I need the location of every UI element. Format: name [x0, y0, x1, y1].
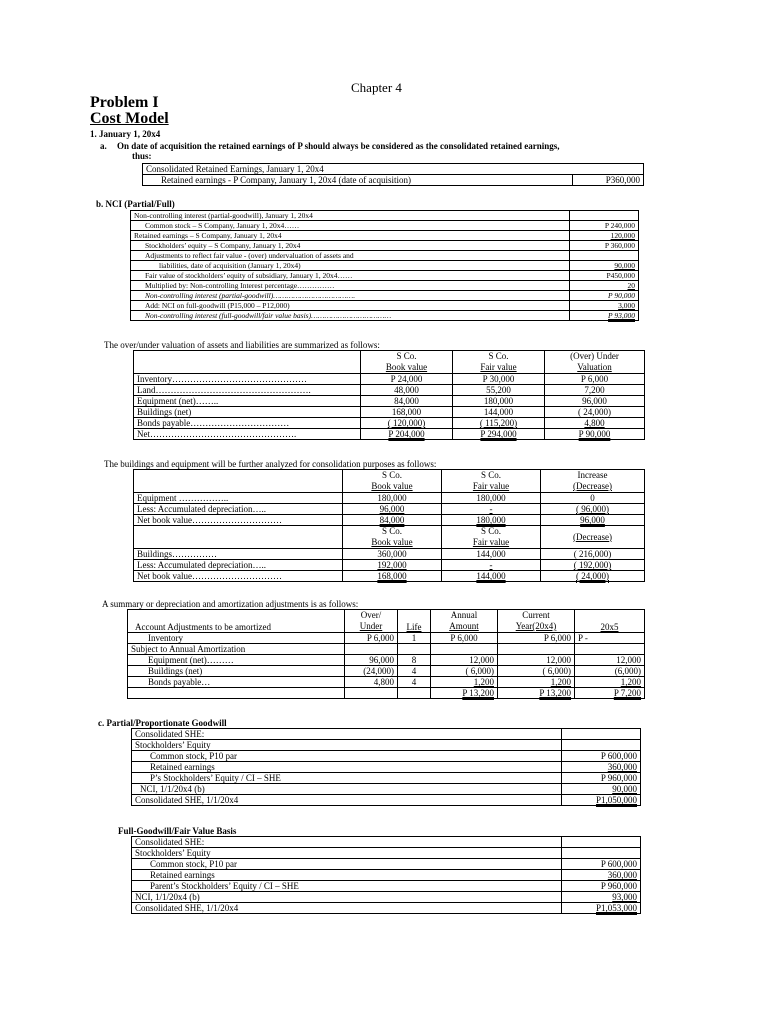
cell: Equipment …………….. [134, 493, 343, 504]
table-row [128, 644, 645, 655]
cell: P 13,200 [431, 688, 498, 699]
cell: - [442, 560, 541, 571]
cell: Consolidated SHE, 1/1/20x4 [132, 903, 562, 914]
cell: Stockholders’ Equity [132, 740, 562, 751]
cell: 1 [398, 633, 431, 644]
cell: Bonds payable… [128, 677, 345, 688]
cell: Net…………………………………………. [134, 429, 361, 440]
cell: Bonds payable…………………………… [134, 418, 361, 429]
part-b-value [570, 211, 639, 221]
cell: 144,000 [442, 571, 541, 582]
cell: 360,000 [562, 762, 641, 773]
cell: Net book value………………………… [134, 571, 343, 582]
header-line: S Co. [381, 470, 402, 480]
summary-header-life [398, 610, 431, 633]
overunder-header-valuation [545, 351, 645, 374]
cell: 168,000 [361, 407, 453, 418]
cell: 96,000 [541, 515, 645, 526]
buildings-header-change-2 [541, 526, 645, 549]
cell: 144,000 [442, 549, 541, 560]
cell [345, 644, 398, 655]
cell: P 24,000 [361, 374, 453, 385]
part-b-heading: b. NCI (Partial/Full) [96, 199, 175, 209]
cell [398, 644, 431, 655]
cell: P 204,000 [361, 429, 453, 440]
cell: 1,200 [498, 677, 575, 688]
part-c-table [131, 728, 641, 806]
part-b-label: Common stock – S Company, January 1, 20x4…… [131, 221, 570, 231]
cell: ( 24,000) [541, 571, 645, 582]
table-row [132, 740, 641, 751]
header-line: Life [406, 622, 422, 632]
part-b-label: Adjustments to reflect fair value - (over) undervaluation of assets and [131, 251, 570, 261]
header-line: Under [359, 621, 383, 631]
part-b-label: Non-controlling interest (partial-goodwill)………………………………. [131, 291, 570, 301]
table-row [134, 429, 645, 440]
full-goodwill-table [131, 836, 641, 914]
table-row [132, 751, 641, 762]
cell: 55,200 [453, 385, 545, 396]
full-goodwill-heading: Full-Goodwill/Fair Value Basis [118, 826, 237, 836]
part-b-value: 90,000 [570, 261, 639, 271]
table-row [128, 666, 645, 677]
cell [498, 644, 575, 655]
table-row [134, 396, 645, 407]
cell: Consolidated SHE: [132, 729, 562, 740]
cell: 180,000 [442, 493, 541, 504]
part-b-label: Stockholders’ equity – S Company, January 1, 20x4 [131, 241, 570, 251]
cell: Land……………………………………………. [134, 385, 361, 396]
cell: ( 120,000) [361, 418, 453, 429]
overunder-header-blank [134, 351, 361, 374]
part-b-value: 3,000 [570, 301, 639, 311]
summary-header-annual [431, 610, 498, 633]
table-row [134, 385, 645, 396]
cell: ( 216,000) [541, 549, 645, 560]
header-line: Increase [577, 470, 608, 480]
cell: Common stock, P10 par [132, 751, 562, 762]
header-line: Current [522, 610, 550, 620]
cell: P 294,000 [453, 429, 545, 440]
table-row [132, 892, 641, 903]
cell: 180,000 [442, 515, 541, 526]
cell: P - [575, 633, 645, 644]
chapter-title: Chapter 4 [351, 80, 402, 95]
cell: P’s Stockholders’ Equity / CI – SHE [132, 773, 562, 784]
cell [562, 740, 641, 751]
model-title: Cost Model [90, 110, 169, 127]
table-row [132, 837, 641, 848]
header-line: Over/ [360, 610, 382, 620]
summary-header-overunder [345, 610, 398, 633]
cell: 48,000 [361, 385, 453, 396]
cell [128, 688, 345, 699]
table-row [134, 374, 645, 385]
table-row [134, 504, 645, 515]
overunder-intro: The over/under valuation of assets and liabilities are summarized as follows: [104, 340, 380, 350]
cell: 4 [398, 677, 431, 688]
table-row [134, 515, 645, 526]
table-row [134, 418, 645, 429]
cell: 0 [541, 493, 645, 504]
table-row [132, 795, 641, 806]
cell: 180,000 [343, 493, 442, 504]
cell: ( 115,200) [453, 418, 545, 429]
part-a-letter: a. [100, 141, 107, 151]
part-b-label: Retained earnings – S Company, January 1, 20x4 [131, 231, 570, 241]
table-row [132, 773, 641, 784]
cell [562, 729, 641, 740]
cell: NCI, 1/1/20x4 (b) [132, 892, 562, 903]
cell: (6,000) [575, 666, 645, 677]
cell: Buildings (net) [128, 666, 345, 677]
part-b-label: Multiplied by: Non-controlling Interest percentage…………… [131, 281, 570, 291]
table-row [132, 881, 641, 892]
table-row [134, 549, 645, 560]
header-line: Amount [449, 621, 479, 631]
table-row [132, 729, 641, 740]
buildings-header-change [541, 470, 645, 493]
cell [562, 837, 641, 848]
part-b-value: P 240,000 [570, 221, 639, 231]
cell: 12,000 [431, 655, 498, 666]
cell: 84,000 [343, 515, 442, 526]
cell: P 6,000 [431, 633, 498, 644]
cell: Net book value………………………… [134, 515, 343, 526]
cell: P 13,200 [498, 688, 575, 699]
part-a-row1: Consolidated Retained Earnings, January 1, 20x4 [143, 164, 644, 175]
cell: P 90,000 [545, 429, 645, 440]
cell: 1,200 [575, 677, 645, 688]
cell: 96,000 [343, 504, 442, 515]
part-a-text: On date of acquisition the retained earnings of P should always be considered as the consolidated retained earnings, [117, 141, 560, 151]
cell [562, 848, 641, 859]
cell: Consolidated SHE, 1/1/20x4 [132, 795, 562, 806]
cell: P 600,000 [562, 859, 641, 870]
table-row [132, 903, 641, 914]
header-line: Fair value [472, 537, 510, 547]
cell: P 960,000 [562, 881, 641, 892]
summary-header-label [128, 610, 345, 633]
part-b-value: 20 [570, 281, 639, 291]
table-row [132, 859, 641, 870]
summary-header-current [498, 610, 575, 633]
cell: Retained earnings [132, 870, 562, 881]
header-line: Book value [371, 481, 413, 491]
cell: P 600,000 [562, 751, 641, 762]
cell: Equipment (net)…….. [134, 396, 361, 407]
part-a-row2-value: P360,000 [573, 175, 644, 186]
cell: Common stock, P10 par [132, 859, 562, 870]
cell: 4,800 [545, 418, 645, 429]
part-b-value: P 90,000 [570, 291, 639, 301]
part-a-table [142, 163, 644, 186]
cell [575, 644, 645, 655]
buildings-intro: The buildings and equipment will be further analyzed for consolidation purposes as follows: [104, 459, 437, 469]
cell: Parent’s Stockholders’ Equity / CI – SHE [132, 881, 562, 892]
cell: P 6,000 [345, 633, 398, 644]
cell: P 6,000 [498, 633, 575, 644]
part-c-heading: c. Partial/Proportionate Goodwill [98, 718, 227, 728]
table-row [134, 493, 645, 504]
part-b-value: P 93,000 [570, 311, 639, 321]
cell: Consolidated SHE: [132, 837, 562, 848]
part-b-label: liabilities, date of acquisition (January 1, 20x4) [131, 261, 570, 271]
header-line: S Co. [381, 526, 402, 536]
cell: P 960,000 [562, 773, 641, 784]
header-line: (Over) Under [570, 351, 619, 361]
buildings-table [133, 469, 645, 582]
table-row [128, 688, 645, 699]
cell: P1,053,000 [562, 903, 641, 914]
part-b-value: 120,000 [570, 231, 639, 241]
cell: NCI, 1/1/20x4 (b) [132, 784, 562, 795]
cell [345, 688, 398, 699]
cell: Retained earnings [132, 762, 562, 773]
header-line: S Co. [480, 470, 501, 480]
part-b-label: Non-controlling interest (full-goodwill/fair value basis)……………………………… [131, 311, 570, 321]
cell: ( 24,000) [545, 407, 645, 418]
table-row [134, 571, 645, 582]
cell: 90,000 [562, 784, 641, 795]
cell: Buildings…………… [134, 549, 343, 560]
cell: 144,000 [453, 407, 545, 418]
header-line: Book value [371, 537, 413, 547]
buildings-header-book [343, 470, 442, 493]
part-a-row2-label: Retained earnings - P Company, January 1, 20x4 (date of acquisition) [143, 175, 573, 186]
cell: P1,050,000 [562, 795, 641, 806]
part-b-label: Fair value of stockholders’ equity of subsidiary, January 1, 20x4…… [131, 271, 570, 281]
part-b-label: Non-controlling interest (partial-goodwill), January 1, 20x4 [131, 211, 570, 221]
header-line: Fair value [480, 362, 517, 372]
header-line: (Decrease) [573, 531, 612, 542]
cell: 84,000 [361, 396, 453, 407]
cell: (24,000) [345, 666, 398, 677]
cell: 192,000 [343, 560, 442, 571]
overunder-header-fair [453, 351, 545, 374]
cell: 93,000 [562, 892, 641, 903]
part-b-table [130, 210, 639, 321]
part-b-label: Add: NCI on full-goodwill (P15,000 – P12,000) [131, 301, 570, 311]
buildings-header-fair-2 [442, 526, 541, 549]
cell: 12,000 [498, 655, 575, 666]
cell: Less: Accumulated depreciation….. [134, 504, 343, 515]
header-line: Fair value [472, 481, 510, 491]
cell: 7,200 [545, 385, 645, 396]
cell: P 7,200 [575, 688, 645, 699]
cell: P 30,000 [453, 374, 545, 385]
table-row [134, 407, 645, 418]
buildings-header-blank [134, 470, 343, 493]
cell: ( 192,000) [541, 560, 645, 571]
table-row [132, 784, 641, 795]
part-b-value: P450,000 [570, 271, 639, 281]
table-row [132, 870, 641, 881]
table-row [128, 677, 645, 688]
cell: 360,000 [343, 549, 442, 560]
cell: Inventory [128, 633, 345, 644]
header-line: Year(20x4) [515, 621, 557, 631]
date-heading: 1. January 1, 20x4 [90, 129, 161, 139]
cell: P 6,000 [545, 374, 645, 385]
cell: Less: Accumulated depreciation….. [134, 560, 343, 571]
header-line: Annual [450, 610, 478, 620]
problem-title: Problem I [90, 94, 159, 111]
cell: Inventory……………………………………… [134, 374, 361, 385]
buildings-header-fair [442, 470, 541, 493]
part-a-text-2: thus: [132, 151, 152, 161]
cell: 12,000 [575, 655, 645, 666]
cell: ( 6,000) [498, 666, 575, 677]
cell: Equipment (net)……… [128, 655, 345, 666]
table-row [132, 848, 641, 859]
cell: 4 [398, 666, 431, 677]
table-row [128, 633, 645, 644]
cell: Subject to Annual Amortization [128, 644, 345, 655]
cell: 1,200 [431, 677, 498, 688]
cell: 180,000 [453, 396, 545, 407]
header-line: S Co. [480, 526, 501, 536]
buildings-header-book-2 [343, 526, 442, 549]
header-line: S Co. [396, 351, 417, 361]
cell: 96,000 [345, 655, 398, 666]
cell: 4,800 [345, 677, 398, 688]
table-row [128, 655, 645, 666]
table-row [134, 560, 645, 571]
cell: 360,000 [562, 870, 641, 881]
part-b-value: P 360,000 [570, 241, 639, 251]
cell: 168,000 [343, 571, 442, 582]
header-line: Valuation [577, 362, 612, 372]
cell: - [442, 504, 541, 515]
header-line: (Decrease) [573, 481, 612, 491]
cell: Stockholders’ Equity [132, 848, 562, 859]
header-line: 20x5 [600, 622, 619, 632]
cell: 8 [398, 655, 431, 666]
table-row [132, 762, 641, 773]
buildings-header-blank [134, 526, 343, 549]
cell [431, 644, 498, 655]
header-line: Account Adjustments to be amortized [135, 622, 271, 632]
part-b-value [570, 251, 639, 261]
cell: ( 6,000) [431, 666, 498, 677]
summary-table [127, 609, 645, 699]
summary-intro: A summary or depreciation and amortization adjustments is as follows: [102, 599, 359, 609]
overunder-header-book [361, 351, 453, 374]
overunder-table [133, 350, 645, 440]
summary-header-20x5 [575, 610, 645, 633]
cell: ( 96,000) [541, 504, 645, 515]
header-line: S Co. [488, 351, 509, 361]
cell: Buildings (net) [134, 407, 361, 418]
cell [398, 688, 431, 699]
header-line: Book value [385, 362, 428, 372]
cell: 96,000 [545, 396, 645, 407]
